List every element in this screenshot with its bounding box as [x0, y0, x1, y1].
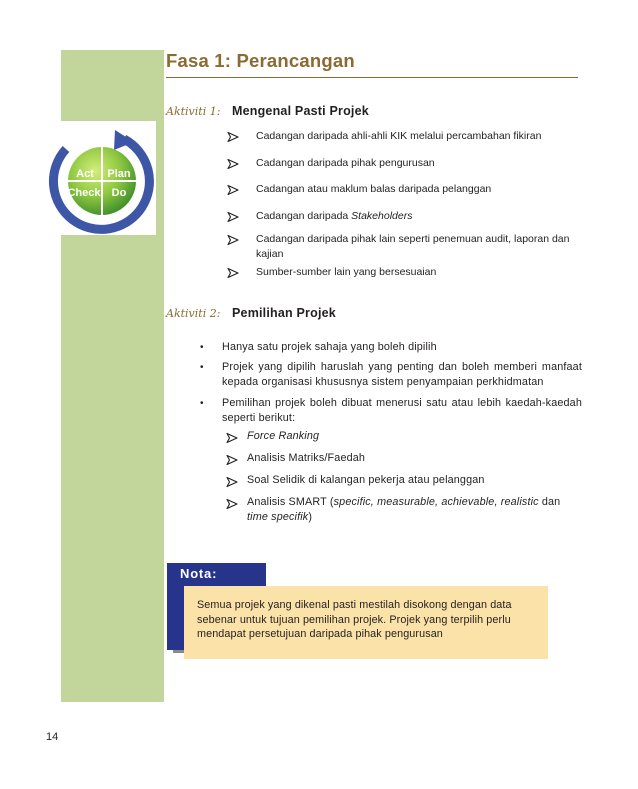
method-item: Analisis Matriks/Faedah — [247, 452, 366, 464]
activity-2-bullet-line1: Projek yang dipilih haruslah yang penting dan boleh memberi manfaat — [222, 361, 582, 373]
activity-2-bullet-line1: Pemilihan projek boleh dibuat menerusi satu atau lebih kaedah-kaedah — [222, 397, 582, 409]
arrow-bullet-icon — [227, 235, 239, 245]
smart-terms: specific, measurable, achievable, realistic — [333, 496, 539, 508]
activity-1-item-line2: kajian — [256, 248, 284, 260]
arrow-bullet-icon — [227, 159, 239, 169]
arrow-bullet-icon — [227, 268, 239, 278]
arrow-bullet-icon — [227, 185, 239, 195]
smart-suffix: ) — [308, 511, 313, 523]
activity-1-item-text: Cadangan daripada — [256, 210, 349, 222]
nota-line: mendapat persetujuan daripada pihak pengurusan — [197, 628, 443, 640]
nota-label: Nota: — [180, 566, 218, 581]
activity-2-title: Pemilihan Projek — [232, 306, 336, 320]
activity-1-item: Sumber-sumber lain yang bersesuaian — [256, 266, 437, 278]
title-divider — [166, 77, 578, 78]
bullet-dot: • — [200, 342, 204, 353]
activity-1-item: Cadangan daripada ahli-ahli KIK melalui percambahan fikiran — [256, 130, 542, 142]
bullet-dot: • — [200, 398, 204, 409]
pdca-plan-label: Plan — [107, 168, 131, 180]
activity-1-label: Aktiviti 1: — [166, 105, 221, 118]
activity-1-title: Mengenal Pasti Projek — [232, 104, 369, 118]
arrow-bullet-icon — [226, 477, 238, 487]
section-title: Fasa 1: Perancangan — [166, 50, 355, 71]
method-item-smart-line2 — [247, 510, 312, 526]
activity-2-label: Aktiviti 2: — [166, 307, 221, 320]
pdca-cycle-icon — [44, 121, 156, 235]
activity-1-item-line1: Cadangan daripada pihak lain seperti penemuan audit, laporan dan — [256, 233, 570, 245]
arrow-bullet-icon — [227, 212, 239, 222]
page-number: 14 — [46, 731, 59, 743]
method-item-smart — [247, 495, 582, 511]
activity-2-bullet: Hanya satu projek sahaja yang boleh dipilih — [222, 341, 437, 353]
pdca-do-label: Do — [111, 187, 127, 199]
pdca-check-label: Check — [67, 187, 101, 199]
nota-box — [184, 586, 548, 659]
activity-1-item: Cadangan atau maklum balas daripada pelanggan — [256, 183, 492, 195]
method-item: Force Ranking — [247, 430, 320, 442]
stakeholders-term: Stakeholders — [351, 210, 413, 222]
smart-time-term: time specifik — [247, 511, 309, 523]
arrow-bullet-icon — [226, 455, 238, 465]
smart-prefix: Analisis SMART ( — [247, 496, 334, 508]
activity-2-bullet-line2: seperti berikut: — [222, 412, 296, 424]
arrow-bullet-icon — [227, 132, 239, 142]
activity-1-item: Cadangan daripada pihak pengurusan — [256, 157, 435, 169]
pdca-act-label: Act — [76, 168, 94, 180]
activity-1-item — [256, 209, 412, 224]
nota-line: Semua projek yang dikenal pasti mestilah disokong dengan data — [197, 599, 512, 611]
bullet-dot: • — [200, 362, 204, 373]
smart-connector: dan — [538, 496, 561, 508]
activity-2-bullet-line2: kepada organisasi khususnya sistem penyampaian perkhidmatan — [222, 376, 544, 388]
method-item: Soal Selidik di kalangan pekerja atau pelanggan — [247, 474, 485, 486]
arrow-bullet-icon — [226, 499, 238, 509]
arrow-bullet-icon — [226, 433, 238, 443]
nota-line: sebenar untuk tujuan pemilihan projek. Projek yang terpilih perlu — [197, 613, 511, 626]
